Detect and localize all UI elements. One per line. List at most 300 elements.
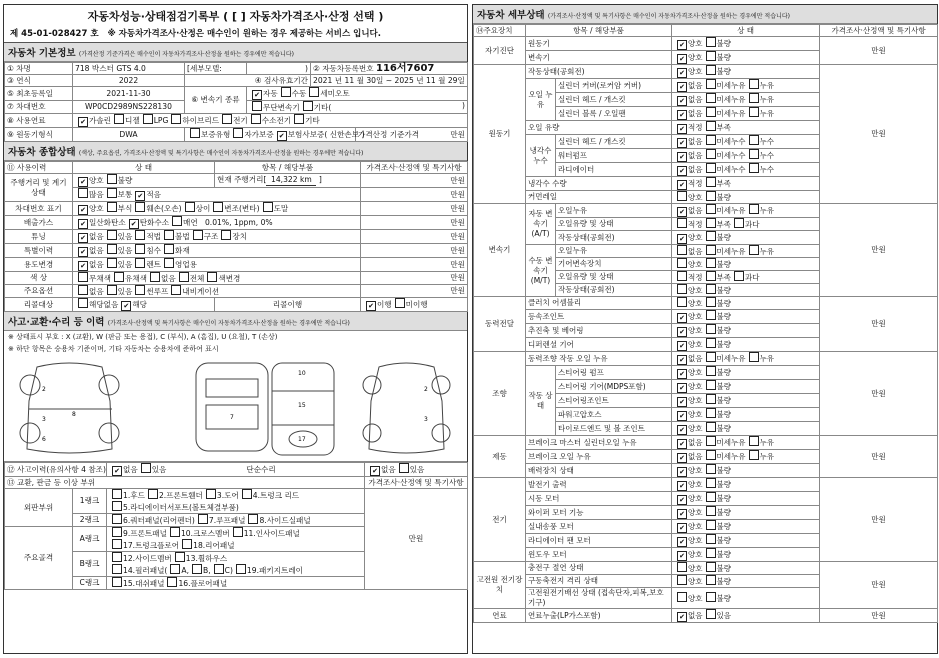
checkbox-option[interactable] [703,165,746,174]
checkbox-option[interactable] [703,39,732,48]
checked-box-icon[interactable] [78,219,88,229]
checkbox-option[interactable] [703,233,732,242]
checkbox-option[interactable] [674,522,703,531]
checkbox-option[interactable] [703,312,732,321]
checkbox-option[interactable] [674,564,703,573]
checkbox-option[interactable] [703,137,746,146]
checkbox-option[interactable] [167,529,230,538]
checkbox-option[interactable] [674,438,703,447]
empty-box-icon[interactable] [222,114,232,124]
empty-box-icon[interactable] [190,128,200,138]
checkbox-option[interactable] [104,232,133,241]
empty-box-icon[interactable] [749,135,759,145]
checkbox-option[interactable] [179,541,234,550]
checkbox-option[interactable] [746,151,775,160]
checkbox-option[interactable] [746,95,775,104]
empty-box-icon[interactable] [107,258,117,268]
checkbox-option[interactable] [230,130,273,139]
empty-box-icon[interactable] [148,489,158,499]
empty-box-icon[interactable] [112,577,122,587]
checkbox-option[interactable] [161,260,197,269]
checkbox-option[interactable] [703,286,732,295]
checkbox-option[interactable] [233,566,303,575]
empty-box-icon[interactable] [749,245,759,255]
checkbox-option[interactable] [195,516,246,525]
checkbox-option[interactable] [674,233,703,242]
checkbox-option[interactable] [674,410,703,419]
checkbox-option[interactable] [104,190,133,199]
checkbox-option[interactable] [703,611,732,620]
checkbox-option[interactable] [703,151,746,160]
checkbox-option[interactable] [746,165,775,174]
checked-box-icon[interactable] [677,313,687,323]
checkbox-option[interactable] [674,594,703,603]
checkbox-option[interactable] [674,340,703,349]
checkbox-option[interactable] [239,491,299,500]
checkbox-option[interactable] [674,193,703,202]
checkbox-option[interactable] [746,81,775,90]
checkbox-option[interactable] [109,529,167,538]
empty-box-icon[interactable] [734,218,744,228]
checkbox-option[interactable] [248,116,291,125]
checked-box-icon[interactable] [677,383,687,393]
checkbox-option[interactable] [703,326,732,335]
checkbox-option[interactable] [75,190,104,199]
empty-box-icon[interactable] [706,177,716,187]
checkbox-option[interactable] [75,246,104,255]
empty-box-icon[interactable] [706,520,716,530]
checkbox-option[interactable] [703,53,732,62]
empty-box-icon[interactable] [221,230,231,240]
empty-box-icon[interactable] [143,114,153,124]
checkbox-option[interactable] [204,274,240,283]
empty-box-icon[interactable] [677,284,687,294]
checkbox-option[interactable] [291,116,320,125]
checkbox-option[interactable] [75,274,111,283]
empty-box-icon[interactable] [303,101,313,111]
checkbox-option[interactable] [674,312,703,321]
checkbox-option[interactable] [674,95,703,104]
checkbox-option[interactable] [703,438,746,447]
empty-box-icon[interactable] [734,271,744,281]
empty-box-icon[interactable] [706,284,716,294]
checkbox-option[interactable] [140,116,169,125]
empty-box-icon[interactable] [135,202,145,212]
checkbox-option[interactable] [109,554,172,563]
empty-box-icon[interactable] [706,324,716,334]
checked-box-icon[interactable] [121,301,131,311]
checkbox-option[interactable] [249,103,300,112]
empty-box-icon[interactable] [395,298,405,308]
checkbox-option[interactable] [674,206,703,215]
empty-box-icon[interactable] [164,258,174,268]
checkbox-option[interactable] [674,424,703,433]
empty-box-icon[interactable] [192,564,202,574]
checked-box-icon[interactable] [677,481,687,491]
checkbox-option[interactable] [674,109,703,118]
checkbox-option[interactable] [674,326,703,335]
checked-box-icon[interactable] [677,551,687,561]
checkbox-option[interactable] [703,424,732,433]
empty-box-icon[interactable] [107,285,117,295]
checkbox-option[interactable] [703,577,732,586]
checkbox-option[interactable] [674,382,703,391]
empty-box-icon[interactable] [112,539,122,549]
empty-box-icon[interactable] [171,285,181,295]
empty-box-icon[interactable] [107,202,117,212]
empty-box-icon[interactable] [78,298,88,308]
empty-box-icon[interactable] [135,244,145,254]
empty-box-icon[interactable] [677,271,687,281]
checkbox-option[interactable] [703,508,732,517]
checked-box-icon[interactable] [677,207,687,217]
checkbox-option[interactable] [300,103,332,112]
empty-box-icon[interactable] [164,230,174,240]
checkbox-option[interactable] [674,396,703,405]
checkbox-option[interactable] [187,130,230,139]
empty-box-icon[interactable] [706,51,716,61]
empty-box-icon[interactable] [78,285,88,295]
checkbox-option[interactable] [674,299,703,308]
checkbox-option[interactable] [703,354,746,363]
empty-box-icon[interactable] [677,191,687,201]
checked-box-icon[interactable] [252,90,262,100]
checkbox-option[interactable] [703,179,732,188]
empty-box-icon[interactable] [182,539,192,549]
checkbox-option[interactable] [674,260,703,269]
checkbox-option[interactable] [210,204,259,213]
empty-box-icon[interactable] [172,216,182,226]
checkbox-option[interactable] [147,274,176,283]
checked-box-icon[interactable] [677,425,687,435]
checkbox-option[interactable] [703,340,732,349]
checkbox-option[interactable] [132,260,161,269]
checkbox-option[interactable] [674,53,703,62]
empty-box-icon[interactable] [706,366,716,376]
empty-box-icon[interactable] [706,492,716,502]
checkbox-option[interactable] [674,354,703,363]
checkbox-option[interactable] [703,452,746,461]
empty-box-icon[interactable] [242,489,252,499]
checkbox-option[interactable] [703,550,732,559]
checked-box-icon[interactable] [677,523,687,533]
checked-box-icon[interactable] [677,152,687,162]
checkbox-option[interactable] [167,566,189,575]
checked-box-icon[interactable] [677,411,687,421]
empty-box-icon[interactable] [706,149,716,159]
checkbox-option[interactable] [203,491,239,500]
checked-box-icon[interactable] [677,180,687,190]
checked-box-icon[interactable] [129,219,139,229]
checkbox-option[interactable] [392,300,428,309]
empty-box-icon[interactable] [114,272,124,282]
empty-box-icon[interactable] [399,463,409,473]
checkbox-option[interactable] [176,274,205,283]
empty-box-icon[interactable] [78,188,88,198]
empty-box-icon[interactable] [706,245,716,255]
checkbox-option[interactable] [132,204,181,213]
checkbox-option[interactable] [746,354,775,363]
checkbox-option[interactable] [182,204,211,213]
empty-box-icon[interactable] [677,297,687,307]
checkbox-option[interactable] [249,89,278,98]
empty-box-icon[interactable] [179,272,189,282]
checkbox-option[interactable] [703,247,746,256]
empty-box-icon[interactable] [706,548,716,558]
checkbox-option[interactable] [703,220,732,229]
empty-box-icon[interactable] [706,478,716,488]
empty-box-icon[interactable] [135,230,145,240]
checked-box-icon[interactable] [677,138,687,148]
empty-box-icon[interactable] [114,114,124,124]
empty-box-icon[interactable] [706,352,716,362]
empty-box-icon[interactable] [281,87,291,97]
empty-box-icon[interactable] [677,218,687,228]
empty-box-icon[interactable] [706,534,716,544]
checkbox-option[interactable] [674,165,703,174]
empty-box-icon[interactable] [107,188,117,198]
empty-box-icon[interactable] [706,380,716,390]
checked-box-icon[interactable] [677,495,687,505]
empty-box-icon[interactable] [706,37,716,47]
checkbox-option[interactable] [703,410,732,419]
checkbox-option[interactable] [674,611,703,620]
checked-box-icon[interactable] [78,205,88,215]
empty-box-icon[interactable] [706,609,716,619]
checkbox-option[interactable] [75,232,104,241]
checked-box-icon[interactable] [135,191,145,201]
checked-box-icon[interactable] [78,233,88,243]
checkbox-option[interactable] [674,508,703,517]
checkbox-option[interactable] [703,368,732,377]
checkbox-option[interactable] [746,438,775,447]
checkbox-option[interactable] [703,109,746,118]
checked-box-icon[interactable] [677,124,687,134]
checkbox-option[interactable] [703,594,732,603]
empty-box-icon[interactable] [170,527,180,537]
empty-box-icon[interactable] [706,422,716,432]
checkbox-option[interactable] [367,465,396,474]
empty-box-icon[interactable] [112,552,122,562]
checkbox-option[interactable] [731,273,760,282]
empty-box-icon[interactable] [112,527,122,537]
checkbox-option[interactable] [111,274,147,283]
checked-box-icon[interactable] [677,82,687,92]
checked-box-icon[interactable] [677,54,687,64]
checkbox-option[interactable] [746,109,775,118]
empty-box-icon[interactable] [233,128,243,138]
checkbox-option[interactable] [75,287,104,296]
checkbox-option[interactable] [219,116,248,125]
empty-box-icon[interactable] [706,338,716,348]
empty-box-icon[interactable] [706,204,716,214]
checked-box-icon[interactable] [677,234,687,244]
empty-box-icon[interactable] [677,562,687,572]
checkbox-option[interactable] [703,67,732,76]
empty-box-icon[interactable] [164,244,174,254]
empty-box-icon[interactable] [706,592,716,602]
empty-box-icon[interactable] [749,107,759,117]
empty-box-icon[interactable] [213,202,223,212]
checkbox-option[interactable] [703,273,732,282]
checkbox-option[interactable] [746,247,775,256]
checkbox-option[interactable] [703,522,732,531]
empty-box-icon[interactable] [706,271,716,281]
checkbox-option[interactable] [674,577,703,586]
checkbox-option[interactable] [169,218,198,227]
empty-box-icon[interactable] [185,202,195,212]
checkbox-option[interactable] [703,466,732,475]
checked-box-icon[interactable] [370,466,380,476]
empty-box-icon[interactable] [706,258,716,268]
checkbox-option[interactable] [168,116,219,125]
checkbox-option[interactable] [109,516,195,525]
empty-box-icon[interactable] [206,489,216,499]
checkbox-option[interactable] [674,536,703,545]
checkbox-option[interactable] [109,541,179,550]
checkbox-option[interactable] [104,260,133,269]
checkbox-option[interactable] [104,204,133,213]
checked-box-icon[interactable] [677,68,687,78]
checkbox-option[interactable] [230,529,300,538]
checkbox-option[interactable] [75,260,104,269]
empty-box-icon[interactable] [706,464,716,474]
empty-box-icon[interactable] [706,231,716,241]
empty-box-icon[interactable] [175,552,185,562]
empty-box-icon[interactable] [706,297,716,307]
checkbox-option[interactable] [703,382,732,391]
empty-box-icon[interactable] [706,436,716,446]
checkbox-option[interactable] [245,516,310,525]
empty-box-icon[interactable] [749,204,759,214]
checkbox-option[interactable] [674,137,703,146]
checked-box-icon[interactable] [112,466,122,476]
checked-box-icon[interactable] [677,341,687,351]
checkbox-option[interactable] [674,286,703,295]
empty-box-icon[interactable] [251,114,261,124]
checkbox-option[interactable] [75,204,104,213]
checkbox-option[interactable] [172,554,227,563]
empty-box-icon[interactable] [233,527,243,537]
checkbox-option[interactable] [703,95,746,104]
checkbox-option[interactable] [674,247,703,256]
checkbox-option[interactable] [109,465,138,474]
empty-box-icon[interactable] [706,575,716,585]
empty-box-icon[interactable] [78,272,88,282]
checkbox-option[interactable] [104,246,133,255]
checkbox-option[interactable] [703,536,732,545]
empty-box-icon[interactable] [706,218,716,228]
empty-box-icon[interactable] [112,514,122,524]
empty-box-icon[interactable] [706,79,716,89]
empty-box-icon[interactable] [112,501,122,511]
checkbox-option[interactable] [674,480,703,489]
checkbox-option[interactable] [189,566,211,575]
checkbox-option[interactable] [75,218,126,227]
checkbox-option[interactable] [674,273,703,282]
checkbox-option[interactable] [703,123,732,132]
empty-box-icon[interactable] [294,114,304,124]
empty-box-icon[interactable] [198,514,208,524]
empty-box-icon[interactable] [749,436,759,446]
empty-box-icon[interactable] [214,564,224,574]
checked-box-icon[interactable] [78,117,88,127]
checked-box-icon[interactable] [677,40,687,50]
checked-box-icon[interactable] [677,110,687,120]
checkbox-option[interactable] [118,300,147,309]
empty-box-icon[interactable] [706,506,716,516]
empty-box-icon[interactable] [749,149,759,159]
empty-box-icon[interactable] [749,450,759,460]
empty-box-icon[interactable] [706,65,716,75]
checkbox-option[interactable] [111,116,140,125]
empty-box-icon[interactable] [706,394,716,404]
empty-box-icon[interactable] [150,272,160,282]
checkbox-option[interactable] [75,116,111,125]
empty-box-icon[interactable] [263,202,273,212]
checkbox-option[interactable] [109,579,164,588]
checkbox-option[interactable] [703,480,732,489]
checkbox-option[interactable] [396,465,425,474]
checkbox-option[interactable] [674,466,703,475]
checkbox-option[interactable] [211,566,233,575]
checkbox-option[interactable] [674,179,703,188]
checkbox-option[interactable] [674,67,703,76]
checkbox-option[interactable] [703,494,732,503]
empty-box-icon[interactable] [135,285,145,295]
empty-box-icon[interactable] [112,489,122,499]
checkbox-option[interactable] [674,81,703,90]
checkbox-option[interactable] [132,246,161,255]
checkbox-option[interactable] [274,130,365,139]
checkbox-option[interactable] [674,494,703,503]
checkbox-option[interactable] [674,123,703,132]
checked-box-icon[interactable] [677,439,687,449]
checkbox-option[interactable] [138,465,167,474]
checked-box-icon[interactable] [677,369,687,379]
checkbox-option[interactable] [109,491,145,500]
empty-box-icon[interactable] [706,135,716,145]
checked-box-icon[interactable] [677,327,687,337]
checkbox-option[interactable] [731,220,760,229]
checked-box-icon[interactable] [677,612,687,622]
checked-box-icon[interactable] [677,166,687,176]
empty-box-icon[interactable] [677,258,687,268]
checkbox-option[interactable] [674,39,703,48]
checkbox-option[interactable] [132,232,161,241]
checkbox-option[interactable] [161,246,190,255]
empty-box-icon[interactable] [706,93,716,103]
empty-box-icon[interactable] [170,564,180,574]
checked-box-icon[interactable] [677,96,687,106]
empty-box-icon[interactable] [749,93,759,103]
empty-box-icon[interactable] [112,564,122,574]
empty-box-icon[interactable] [706,450,716,460]
checkbox-option[interactable] [126,218,169,227]
checkbox-option[interactable] [703,299,732,308]
empty-box-icon[interactable] [706,163,716,173]
checkbox-option[interactable] [75,300,118,309]
checkbox-option[interactable] [306,89,349,98]
checkbox-option[interactable] [104,287,133,296]
checkbox-option[interactable] [674,452,703,461]
empty-box-icon[interactable] [207,272,217,282]
checkbox-option[interactable] [674,550,703,559]
empty-box-icon[interactable] [706,310,716,320]
empty-box-icon[interactable] [167,577,177,587]
checkbox-option[interactable] [703,81,746,90]
empty-box-icon[interactable] [107,230,117,240]
